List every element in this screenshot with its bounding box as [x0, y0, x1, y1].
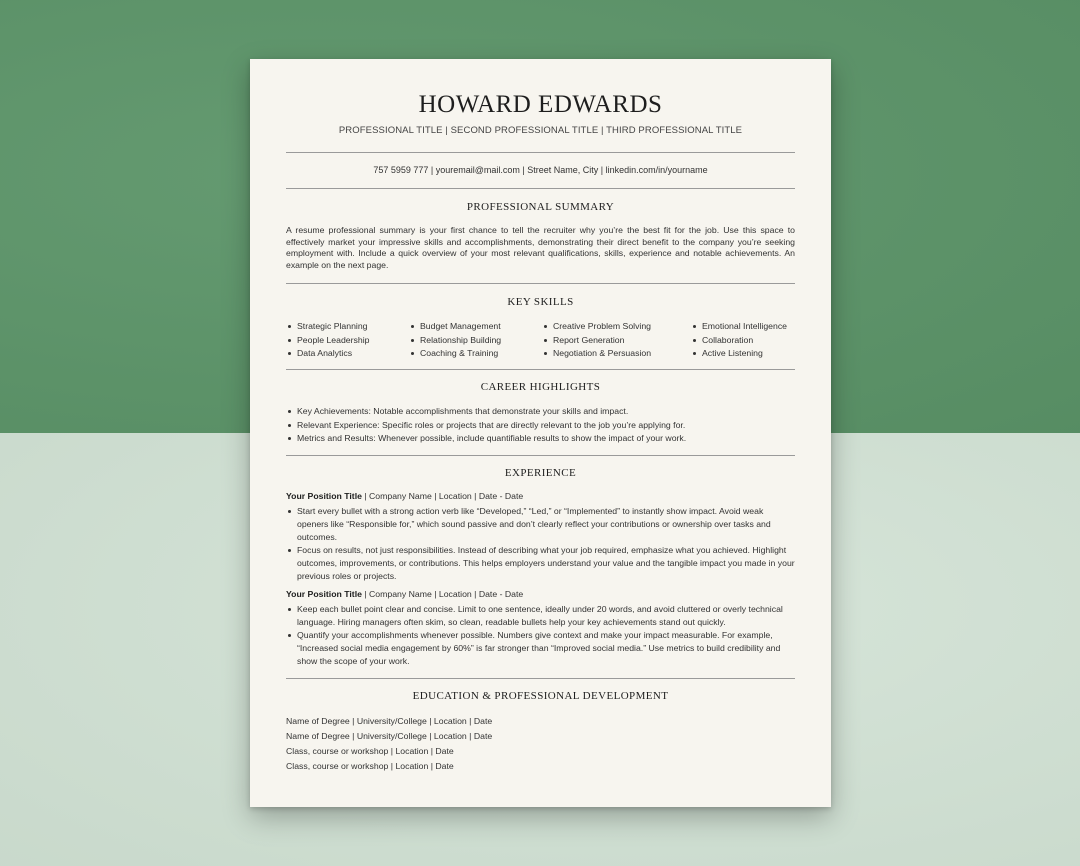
job-bullet: Focus on results, not just responsibilities. Instead of describing what your job required, emphasize what you achieved. Highlight outcomes, improvements, or contributions. This helps employers understand your value and the tangible impact you made in your previous roles or projects.: [286, 544, 795, 583]
education-heading: EDUCATION & PROFESSIONAL DEVELOPMENT: [412, 690, 669, 702]
job-bullet: Start every bullet with a strong action verb like “Developed,” “Led,” or “Implemented” to instantly show impact. Avoid weak openers like “Responsible for,” which sound passive and don’t clearly reflect your contributions or ownership over tasks and outcomes.: [286, 505, 795, 544]
job-details: | Company Name | Location | Date - Date: [361, 491, 524, 501]
divider: [286, 369, 795, 370]
skills-column: [286, 320, 369, 361]
job-title: Your Position Title: [286, 589, 362, 599]
highlights-list: [286, 405, 795, 446]
skill-item: People Leadership: [286, 334, 369, 348]
divider: [286, 455, 795, 456]
education-item: Name of Degree | University/College | Location | Date: [286, 716, 493, 726]
job-title: Your Position Title: [286, 491, 362, 501]
divider: [286, 152, 795, 153]
education-item: Class, course or workshop | Location | Date: [286, 746, 454, 756]
skill-item: Creative Problem Solving: [542, 320, 651, 334]
divider: [286, 188, 795, 189]
professional-titles: PROFESSIONAL TITLE | SECOND PROFESSIONAL TITLE | THIRD PROFESSIONAL TITLE: [338, 125, 743, 136]
divider: [286, 283, 795, 284]
job-bullets: [286, 603, 795, 668]
skill-item: Negotiation & Persuasion: [542, 347, 651, 361]
experience-heading: EXPERIENCE: [504, 467, 577, 479]
skill-item: Active Listening: [691, 347, 787, 361]
skill-item: Data Analytics: [286, 347, 369, 361]
skill-item: Coaching & Training: [409, 347, 501, 361]
highlight-item: Relevant Experience: Specific roles or projects that are directly relevant to the job you’re applying for.: [286, 419, 795, 433]
skills-column: [409, 320, 501, 361]
skills-heading: KEY SKILLS: [507, 296, 574, 308]
summary-heading: PROFESSIONAL SUMMARY: [466, 201, 615, 213]
job-heading: [286, 589, 795, 599]
job-heading: [286, 491, 795, 501]
skill-item: Report Generation: [542, 334, 651, 348]
skill-item: Strategic Planning: [286, 320, 369, 334]
skill-item: Emotional Intelligence: [691, 320, 787, 334]
highlights-heading: CAREER HIGHLIGHTS: [480, 381, 601, 393]
highlight-item: Metrics and Results: Whenever possible, include quantifiable results to show the impact of your work.: [286, 432, 795, 446]
skill-item: Budget Management: [409, 320, 501, 334]
job-bullets: [286, 505, 795, 582]
contact-line: 757 5959 777 | youremail@mail.com | Street Name, City | linkedin.com/in/yourname: [373, 165, 708, 175]
skills-grid: [286, 320, 795, 364]
resume-name: HOWARD EDWARDS: [418, 91, 663, 118]
education-item: Name of Degree | University/College | Location | Date: [286, 731, 493, 741]
job-bullet: Quantify your accomplishments whenever possible. Numbers give context and make your impact measurable. For example, “Increased social media engagement by 60%” is far stronger than “Improved social media.” Use metrics to build credibility and show the scope of your work.: [286, 629, 795, 668]
job-bullet: Keep each bullet point clear and concise. Limit to one sentence, ideally under 20 words, and avoid cluttered or overly technical language. Hiring managers often skim, so clean, readable bullets help your key achievements stand out quickly.: [286, 603, 795, 629]
highlight-item: Key Achievements: Notable accomplishments that demonstrate your skills and impact.: [286, 405, 795, 419]
skill-item: Collaboration: [691, 334, 787, 348]
skills-column: [542, 320, 651, 361]
divider: [286, 678, 795, 679]
resume-page: [250, 59, 831, 807]
job-details: | Company Name | Location | Date - Date: [361, 589, 524, 599]
skill-item: Relationship Building: [409, 334, 501, 348]
skills-column: [691, 320, 787, 361]
summary-text: A resume professional summary is your first chance to tell the recruiter why you’re the best fit for the job. Use this space to effectively market your impressive skills and accomplishments, demonstrating their direct benefit to the company you’re seeking employment with. Include a quick overview of your most relevant qualifications, skills, experience and notable achievements. An example on the next page.: [286, 225, 795, 270]
education-item: Class, course or workshop | Location | Date: [286, 761, 454, 771]
